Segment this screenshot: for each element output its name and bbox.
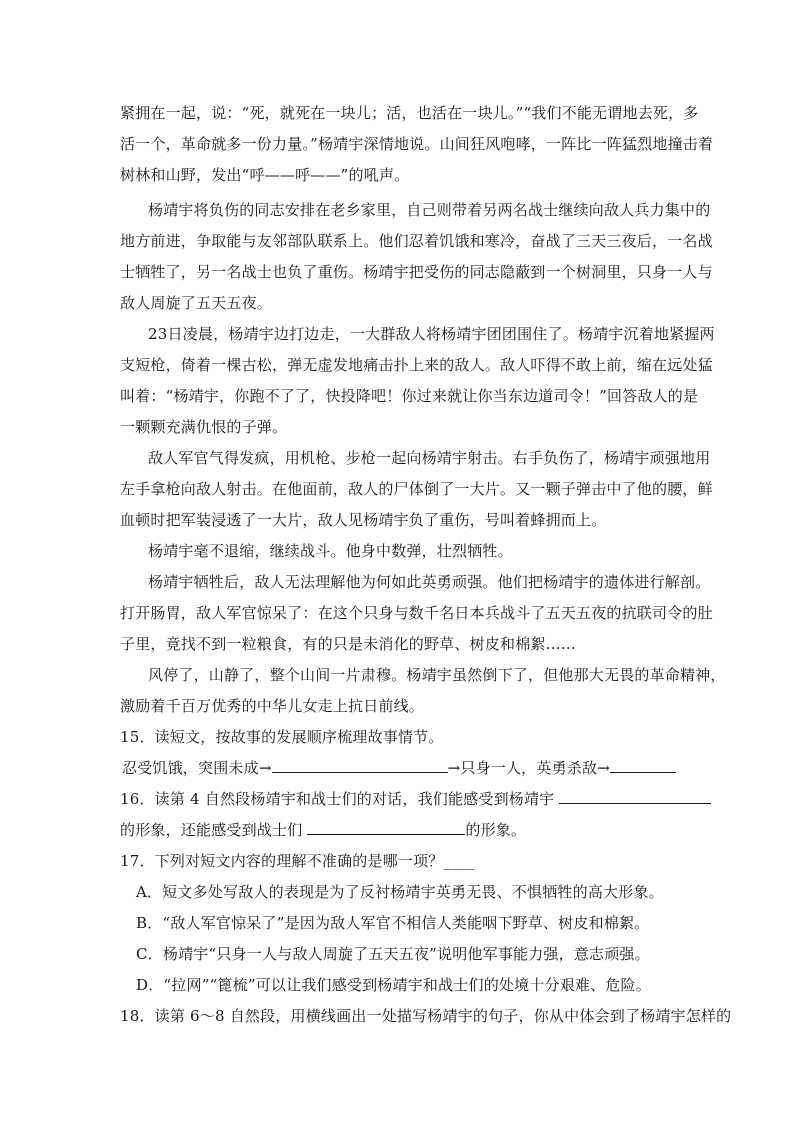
passage-line: 23日凌晨，杨靖宇边打边走，一大群敌人将杨靖宇团团围住了。杨靖宇沉着地紧握两 — [148, 325, 715, 343]
passage-line: 敌人周旋了五天五夜。 — [120, 294, 273, 312]
passage-line: 子里，竟找不到一粒粮食，有的只是未消化的野草、树皮和棉絮…… — [120, 635, 577, 653]
passage-line: 一颗颗充满仇恨的子弹。 — [120, 418, 288, 436]
option-c[interactable]: C．杨靖宇“只身一人与敌人周旋了五天五夜”说明他军事能力强，意志顽强。 — [136, 945, 650, 963]
passage-line: 地方前进，争取能与友邻部队联系上。他们忍着饥饿和寒冷，奋战了三天三夜后，一名战 — [120, 232, 713, 250]
plot-blank-1[interactable] — [272, 758, 448, 773]
passage-line: 紧拥在一起，说：“死，就死在一块儿；活，也活在一块儿。”“我们不能无谓地去死，多 — [120, 104, 699, 122]
passage-line: 树林和山野，发出“呼——呼——”的吼声。 — [120, 166, 410, 184]
arrow-icon: → — [597, 759, 610, 777]
passage-line: 左手拿枪向敌人射击。在他面前，敌人的尸体倒了一大片。又一颗子弹击中了他的腰，鲜 — [120, 480, 713, 498]
passage-line: 风停了，山静了，整个山间一片肃穆。杨靖宇虽然倒下了，但他那大无畏的革命精神， — [148, 666, 726, 684]
question-17-stem — [120, 851, 474, 871]
passage-line: 杨靖宇牺牲后，敌人无法理解他为何如此英勇顽强。他们把杨靖宇的遗体进行解剖。 — [148, 573, 711, 591]
arrow-icon: → — [258, 759, 272, 777]
arrow-icon: → — [447, 759, 461, 777]
option-a[interactable]: A．短文多处写敌人的表现是为了反衬杨靖宇英勇无畏、不惧牺牲的高大形象。 — [136, 883, 664, 901]
question-16-text: 的形象。 — [465, 821, 527, 839]
answer-blank-soldiers[interactable] — [307, 820, 465, 835]
passage-line: 激励着千百万优秀的中华儿女走上抗日前线。 — [120, 697, 425, 715]
question-18-stem: 18．读第 6～8 自然段，用横线画出一处描写杨靖宇的句子，你从中体会到了杨靖宇怎样的 — [120, 1007, 732, 1025]
question-16-text: 16．读第 4 自然段杨靖宇和战士们的对话，我们能感受到杨靖宇 — [120, 790, 560, 808]
passage-line: 杨靖宇毫不退缩，继续战斗。他身中数弹，壮烈牺牲。 — [148, 542, 513, 560]
question-16-line-2 — [120, 820, 526, 840]
option-b[interactable]: B．“敌人军官惊呆了”是因为敌人军官不相信人类能咽下野草、树皮和棉絮。 — [136, 914, 650, 932]
plot-blank-2[interactable] — [610, 758, 676, 773]
passage-line: 血顿时把军装浸透了一大片，敌人见杨靖宇负了重伤，号叫着蜂拥而上。 — [120, 511, 607, 529]
plot-step-1: 忍受饥饿，突围未成 — [122, 759, 259, 777]
question-16-text: 的形象，还能感受到战士们 — [120, 821, 308, 839]
passage-line: 活一个，革命就多一份力量。”杨靖宇深情地说。山间狂风咆哮，一阵比一阵猛烈地撞击着 — [120, 135, 714, 153]
plot-step-2: 只身一人，英勇杀敌 — [460, 759, 598, 777]
passage-line: 敌人军官气得发疯，用机枪、步枪一起向杨靖宇射击。右手负伤了，杨靖宇顽强地用 — [148, 449, 711, 467]
question-15-stem: 15．读短文，按故事的发展顺序梳理故事情节。 — [120, 728, 444, 746]
question-17-text: 17．下列对短文内容的理解不准确的是哪一项？ — [120, 852, 444, 870]
question-15-chain — [122, 758, 676, 778]
passage-line: 打开肠胃，敌人军官惊呆了：在这个只身与数千名日本兵战斗了五天五夜的抗联司令的肚 — [120, 604, 713, 622]
question-16-line-1 — [120, 789, 711, 809]
answer-blank-hero[interactable] — [559, 789, 711, 804]
passage-line: 杨靖宇将负伤的同志安排在老乡家里，自己则带着另两名战士继续向敌人兵力集中的 — [148, 201, 711, 219]
passage-line: 士牺牲了，另一名战士也负了重伤。杨靖宇把受伤的同志隐蔽到一个树洞里，只身一人与 — [120, 263, 713, 281]
passage-line: 叫着：“杨靖宇，你跑不了了，快投降吧！你过来就让你当东边道司令！”回答敌人的是 — [120, 387, 699, 405]
passage-line: 支短枪，倚着一棵古松，弹无虚发地痛击扑上来的敌人。敌人吓得不敢上前，缩在远处猛 — [120, 356, 713, 374]
answer-blank-choice[interactable]: ____ — [443, 852, 475, 870]
option-d[interactable]: D．“拉网”“篦梳”可以让我们感受到杨靖宇和战士们的处境十分艰难、危险。 — [136, 976, 651, 994]
